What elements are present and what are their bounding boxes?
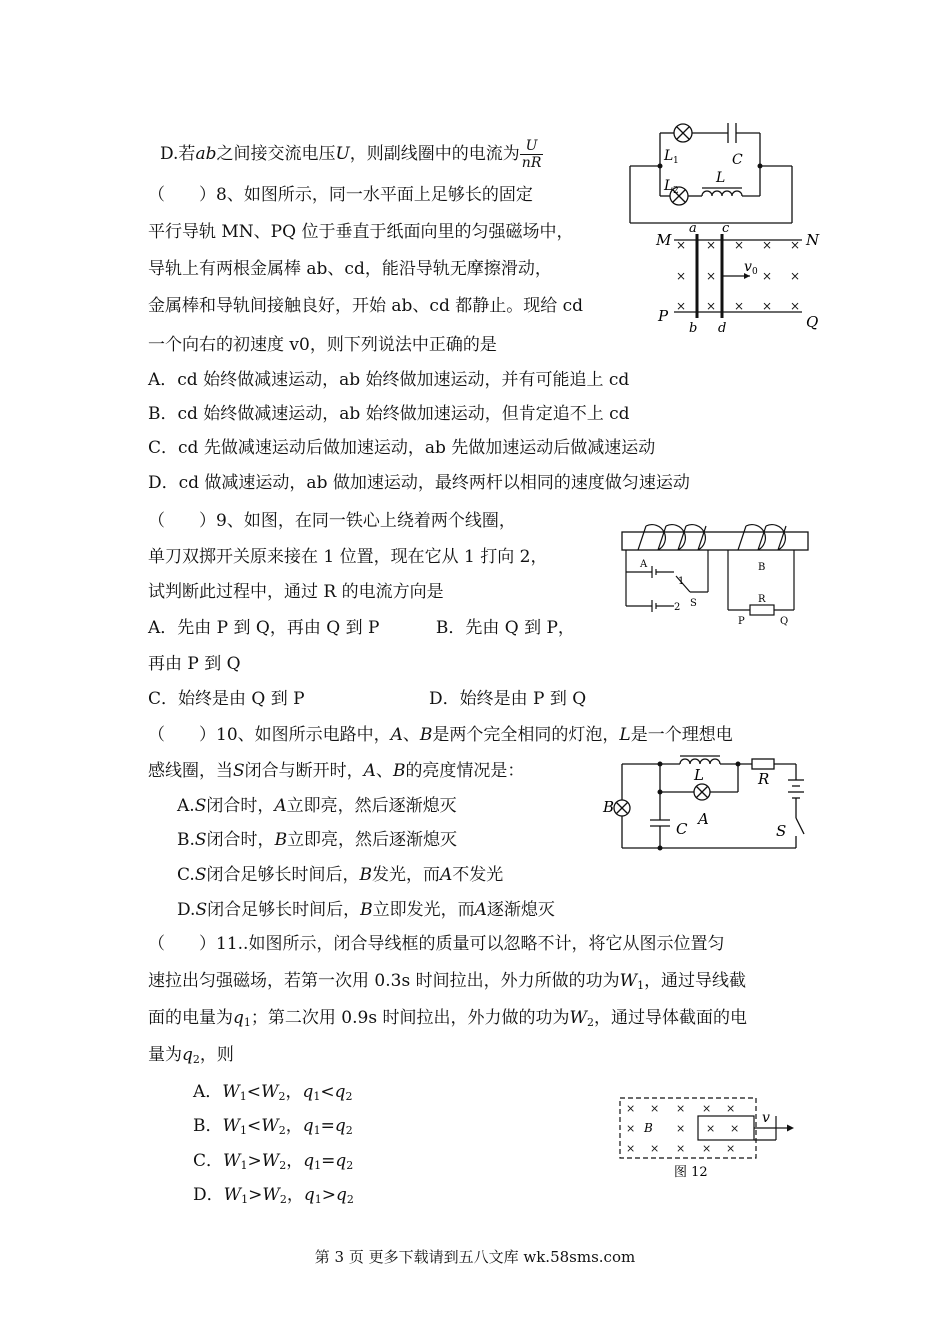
q11-line-3: 面的电量为$q_1$；第二次用 0.9s 时间拉出，外力做的功为$W_2$，通过导体截面的电 <box>148 1008 747 1029</box>
svg-text:×: × <box>676 1122 686 1135</box>
inductor-l-icon <box>680 759 720 764</box>
svg-text:×: × <box>626 1122 636 1135</box>
q11-option-b: B．$W_1<W_2$，$q_1=q_2$ <box>193 1116 353 1137</box>
resistor-r-icon <box>752 759 774 769</box>
q10-option-b: B.S闭合时，B立即亮，然后逐渐熄灭 <box>177 830 458 850</box>
inductor-coil-icon <box>702 191 742 196</box>
svg-text:×: × <box>650 1102 660 1115</box>
svg-text:P: P <box>658 307 669 325</box>
svg-text:×: × <box>650 1142 660 1155</box>
svg-text:C: C <box>676 820 688 838</box>
q8-option-b: B．cd 始终做减速运动，ab 始终做加速运动，但肯定追不上 cd <box>148 404 630 424</box>
svg-text:×: × <box>676 299 687 313</box>
q10-option-c: C.S闭合足够长时间后，B发光，而A不发光 <box>177 865 504 885</box>
svg-text:×: × <box>626 1102 636 1115</box>
svg-text:0: 0 <box>752 267 758 277</box>
svg-text:C: C <box>732 152 743 168</box>
svg-text:A: A <box>640 559 648 570</box>
svg-text:×: × <box>702 1102 712 1115</box>
q8-option-d: D．cd 做减速运动，ab 做加速运动，最终两杆以相同的速度做匀速运动 <box>148 473 690 493</box>
q11-line-2: 速拉出匀强磁场，若第一次用 0.3s 时间拉出，外力所做的功为$W_1$，通过导线截 <box>148 971 747 992</box>
svg-text:×: × <box>676 269 687 283</box>
q9-line-1: （ ）9、如图，在同一铁心上绕着两个线圈， <box>148 511 516 531</box>
coil-a-icon <box>638 526 706 550</box>
figure-lamp-inductor-circuit <box>600 752 808 852</box>
fraction-u-over-nr: $\frac{U}{nR}$ <box>521 138 542 171</box>
svg-text:v: v <box>744 259 752 275</box>
q8-option-a: A．cd 始终做减速运动，ab 始终做加速运动，并有可能追上 cd <box>148 370 630 390</box>
field-crosses <box>626 1102 739 1155</box>
svg-text:b: b <box>689 321 698 334</box>
svg-text:×: × <box>706 269 717 283</box>
svg-text:1: 1 <box>673 156 679 166</box>
svg-text:×: × <box>726 1142 736 1155</box>
q8-line-2: 平行导轨 MN、PQ 位于垂直于纸面向里的匀强磁场中， <box>148 222 574 242</box>
resistor-r-icon <box>750 605 774 615</box>
q11-line-4: 量为$q_2$，则 <box>148 1045 234 1066</box>
q9-line-3: 试判断此过程中，通过 R 的电流方向是 <box>148 582 444 602</box>
svg-text:×: × <box>676 1142 686 1155</box>
svg-text:×: × <box>734 299 745 313</box>
svg-text:×: × <box>762 238 773 252</box>
svg-text:A: A <box>698 810 709 828</box>
svg-text:v: v <box>762 1110 770 1126</box>
svg-text:L: L <box>664 178 674 194</box>
q9-line-2: 单刀双掷开关原来接在 1 位置，现在它从 1 打向 2， <box>148 547 548 567</box>
svg-text:2: 2 <box>674 602 681 613</box>
figure-parallel-rails <box>652 224 828 334</box>
svg-text:×: × <box>790 238 801 252</box>
q11-option-d: D．$W_1>W_2$，$q_1>q_2$ <box>193 1185 354 1206</box>
svg-text:×: × <box>626 1142 636 1155</box>
iron-core <box>622 532 808 550</box>
svg-text:×: × <box>762 299 773 313</box>
q10-option-d: D.S闭合足够长时间后，B立即发光，而A逐渐熄灭 <box>177 900 555 920</box>
svg-text:P: P <box>738 616 745 627</box>
svg-text:B: B <box>644 1121 653 1135</box>
q11-option-c: C．$W_1>W_2$，$q_1=q_2$ <box>193 1151 354 1172</box>
svg-text:×: × <box>706 238 717 252</box>
q11-option-a: A．$W_1<W_2$，$q_1<q_2$ <box>193 1082 353 1103</box>
svg-text:×: × <box>790 299 801 313</box>
svg-text:×: × <box>706 1122 716 1135</box>
svg-text:a: a <box>689 224 697 236</box>
svg-text:L: L <box>716 170 726 186</box>
q8-line-5: 一个向右的初速度 v0，则下列说法中正确的是 <box>148 335 497 355</box>
transformer-circuit-svg <box>620 118 800 236</box>
svg-text:B: B <box>758 562 766 573</box>
svg-text:×: × <box>730 1122 740 1135</box>
q9-options-ab-continued: 再由 P 到 Q <box>148 654 241 674</box>
svg-text:Q: Q <box>780 616 789 627</box>
svg-text:×: × <box>790 269 801 283</box>
q8-option-c: C．cd 先做减速运动后做加速运动，ab 先做加速运动后做减速运动 <box>148 438 656 458</box>
q9-options-cd: C．始终是由 Q 到 P D．始终是由 P 到 Q <box>148 689 587 709</box>
q8-line-4: 金属棒和导轨间接触良好，开始 ab、cd 都静止。现给 cd <box>148 296 584 316</box>
q8-line-1: （ ）8、如图所示，同一水平面上足够长的固定 <box>148 185 533 205</box>
lamp-circuit-svg <box>600 752 808 852</box>
svg-text:M: M <box>656 231 672 249</box>
q11-line-1: （ ）11..如图所示，闭合导线框的质量可以忽略不计，将它从图示位置匀 <box>148 934 725 954</box>
svg-text:×: × <box>676 238 687 252</box>
q10-line-2: 感线圈，当S闭合与断开时，A、B的亮度情况是： <box>148 761 525 781</box>
q10-option-a: A.S闭合时，A立即亮，然后逐渐熄灭 <box>177 796 457 816</box>
switch-s-icon <box>796 818 804 834</box>
svg-text:×: × <box>702 1142 712 1155</box>
q8-line-3: 导轨上有两根金属棒 ab、cd，能沿导轨无摩擦滑动， <box>148 259 552 279</box>
figure-transformer-circuit <box>620 118 800 236</box>
svg-text:R: R <box>758 770 770 788</box>
q9-options-ab: A．先由 P 到 Q，再由 Q 到 P B．先由 Q 到 P， <box>148 618 575 638</box>
svg-text:B: B <box>603 798 615 816</box>
svg-text:×: × <box>706 299 717 313</box>
svg-text:N: N <box>806 231 820 249</box>
figure-12-svg <box>612 1092 808 1182</box>
coils-svg <box>618 522 812 632</box>
rails-svg <box>652 224 828 334</box>
q7-option-d: D.若ab之间接交流电压U，则副线圈中的电流为 $\frac{U}{nR}$ <box>160 138 542 171</box>
svg-text:图 12: 图 12 <box>674 1165 708 1180</box>
svg-text:c: c <box>722 224 730 236</box>
q10-line-1: （ ）10、如图所示电路中，A、B是两个完全相同的灯泡，L是一个理想电 <box>148 725 733 745</box>
svg-text:d: d <box>718 321 727 334</box>
svg-text:×: × <box>762 269 773 283</box>
page-footer: 第 3 页 更多下载请到五八文库 wk.58sms.com <box>314 1248 636 1266</box>
figure-12-frame-in-field <box>612 1092 808 1182</box>
svg-text:S: S <box>776 822 787 840</box>
svg-text:Q: Q <box>806 313 819 331</box>
figure-iron-core-coils <box>618 522 812 632</box>
svg-text:×: × <box>734 238 745 252</box>
svg-text:×: × <box>676 1102 686 1115</box>
svg-text:1: 1 <box>678 576 685 587</box>
svg-text:×: × <box>726 1102 736 1115</box>
svg-text:L: L <box>664 148 674 164</box>
svg-text:R: R <box>758 594 766 605</box>
svg-text:2: 2 <box>673 186 679 196</box>
svg-text:S: S <box>690 598 697 609</box>
svg-text:L: L <box>694 766 704 784</box>
